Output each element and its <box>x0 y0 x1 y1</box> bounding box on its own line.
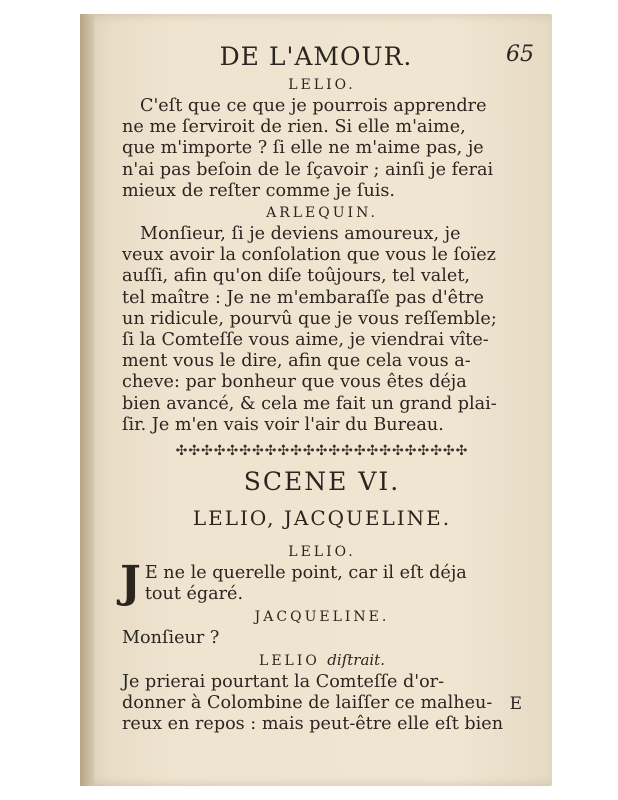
speech-jacqueline <box>122 628 522 649</box>
text-line: ſi la Comteſſe vous aime, je viendrai vîte- <box>122 330 489 351</box>
text-line: n'ai pas beſoin de le ſçavoir ; ainſi je ferai <box>122 159 494 180</box>
speaker-lelio-2: LELIO. <box>288 544 356 561</box>
text-line: bien avancé, & cela me fait un grand plai- <box>122 393 497 414</box>
text-line: auſſi, afin qu'on diſe toûjours, tel valet, <box>122 266 470 287</box>
book-page <box>80 14 552 786</box>
text-line: Je prierai pourtant la Comteſſe d'or- <box>122 671 445 692</box>
text-line: C'eſt que ce que je pourrois apprendre <box>140 96 487 116</box>
speaker-lelio-1: LELIO. <box>288 77 356 93</box>
catchword: E <box>509 694 522 714</box>
speaker-lelio-3 <box>122 650 522 671</box>
text-line: ne me ſerviroit de rien. Si elle m'aime, <box>122 117 466 138</box>
text-line: donner à Colombine de laiſſer ce malheu- <box>122 693 493 714</box>
text-line: veux avoir la conſolation que vous le ſoïez <box>122 245 496 266</box>
speaker-jacqueline: JACQUELINE. <box>254 608 390 625</box>
speech-lelio-1 <box>122 96 522 202</box>
speaker-arlequin: ARLEQUIN. <box>266 205 378 222</box>
drop-cap: J <box>120 557 141 609</box>
page-number: 65 <box>506 42 534 67</box>
text-line: ment vous le dire, afin que cela vous a- <box>122 351 471 372</box>
stage-direction: diſtrait. <box>327 650 385 669</box>
text-line: que m'importe ? ſi elle ne m'aime pas, je <box>122 138 484 159</box>
scene-persons: LELIO, JACQUELINE. <box>192 506 452 531</box>
text-line: tel maître : Je ne m'embaraſſe pas d'être <box>122 287 484 308</box>
text-line: E ne le querelle point, car il eſt déja <box>144 563 467 584</box>
text-line: mieux de reſter comme je ſuis. <box>122 180 396 201</box>
speech-lelio-2 <box>120 557 522 609</box>
text-line: Monſieur, ſi je deviens amoureux, je <box>140 224 461 245</box>
text-line: cheve: par bonheur que vous êtes déja <box>122 372 467 393</box>
speech-arlequin <box>122 224 522 436</box>
running-head: DE L'AMOUR. <box>219 42 413 71</box>
text-line: reux en repos : mais peut-être elle eſt bien <box>122 714 504 735</box>
page-gutter <box>80 14 94 786</box>
speech-lelio-3 <box>122 672 522 736</box>
text-line: un ridicule, pourvû que je vous reſſemble; <box>122 308 497 329</box>
text-line: tout égaré. <box>144 584 244 605</box>
ornament-rule: ✣✣✣✣✣✣✣✣✣✣✣✣✣✣✣✣✣✣✣✣✣✣✣ <box>175 443 469 460</box>
text-line: Monſieur ? <box>122 627 220 648</box>
page-text <box>122 74 522 735</box>
text-line: ſir. Je m'en vais voir l'air du Bureau. <box>122 414 444 435</box>
scene-title: SCENE VI. <box>243 467 401 497</box>
speaker-name: LELIO <box>259 652 320 669</box>
